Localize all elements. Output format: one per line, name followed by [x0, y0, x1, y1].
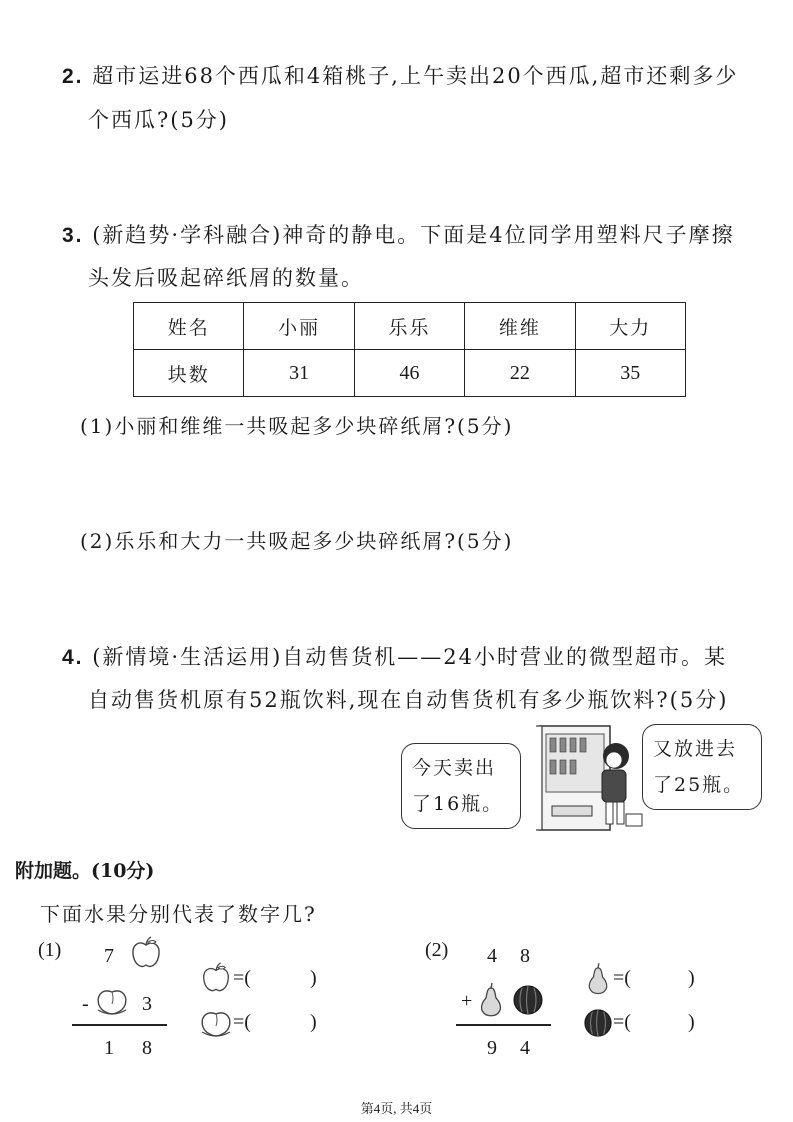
q3-line2: 头发后吸起碎纸屑的数量。 [88, 266, 364, 290]
q3-line1 [62, 219, 735, 249]
bubble-left-line1: 今天卖出 [412, 757, 497, 779]
p2-divider [456, 1024, 551, 1026]
p1-mid-digit: 3 [142, 993, 152, 1015]
q4-line2: 自动售货机原有52瓶饮料,现在自动售货机有多少瓶饮料?(5分) [88, 688, 729, 712]
p1-apple-close: ) [310, 967, 317, 989]
bubble-left-line2: 了16瓶。 [412, 793, 504, 815]
table-cell: 46 [354, 350, 464, 397]
p2-pear-close: ) [688, 967, 695, 989]
page-footer: 第4页, 共4页 [360, 1101, 433, 1116]
p2-result-ones: 4 [520, 1037, 530, 1059]
table-row [134, 350, 686, 397]
p2-pear-eq: =( [613, 967, 631, 989]
watermelon-icon [512, 984, 544, 1016]
bubble-right-line2: 了25瓶。 [653, 774, 745, 796]
q2-line1 [62, 60, 738, 90]
p2-label: (2) [425, 939, 449, 961]
q3-number: 3. [62, 224, 84, 247]
p2-watermelon-close: ) [688, 1011, 695, 1033]
q4-text1: (新情境·生活运用)自动售货机——24小时营业的微型超市。某 [92, 645, 727, 669]
p2-top-tens: 4 [487, 945, 497, 967]
apple-icon [130, 936, 162, 970]
bonus-prompt: 下面水果分别代表了数字几? [40, 902, 317, 926]
static-electricity-table [133, 302, 686, 397]
peach-icon [198, 1006, 234, 1038]
p1-label: (1) [38, 939, 62, 961]
table-cell: 22 [465, 350, 575, 397]
peach-icon [94, 984, 130, 1016]
table-header-cell: 大力 [575, 303, 685, 350]
table-cell: 块数 [134, 350, 244, 397]
p1-apple-eq: =( [233, 967, 251, 989]
p1-peach-close: ) [310, 1011, 317, 1033]
bubble-right-line1: 又放进去 [653, 738, 738, 760]
speech-bubble-left [401, 743, 521, 829]
boy-icon [602, 743, 642, 826]
q4-number: 4. [62, 646, 84, 669]
p1-peach-eq: =( [233, 1011, 251, 1033]
q3-sub1: (1)小丽和维维一共吸起多少块碎纸屑?(5分) [80, 414, 514, 438]
q3-text1: (新趋势·学科融合)神奇的静电。下面是4位同学用塑料尺子摩擦 [92, 223, 735, 247]
apple-icon [200, 962, 232, 994]
p1-result-ones: 8 [142, 1037, 152, 1059]
p1-top-digit: 7 [104, 945, 114, 967]
q4-line1 [62, 641, 727, 671]
p1-divider [72, 1024, 167, 1026]
pear-icon [478, 982, 504, 1018]
speech-bubble-right [642, 724, 762, 810]
q3-sub2: (2)乐乐和大力一共吸起多少块碎纸屑?(5分) [80, 529, 514, 553]
p2-top-ones: 8 [520, 945, 530, 967]
pear-icon [586, 962, 610, 996]
watermelon-icon [583, 1008, 613, 1038]
q2-line2: 个西瓜?(5分) [88, 108, 230, 132]
p1-minus: - [82, 993, 89, 1015]
p2-watermelon-eq: =( [613, 1011, 631, 1033]
p2-result-tens: 9 [487, 1037, 497, 1059]
q2-text1: 超市运进68个西瓜和4箱桃子,上午卖出20个西瓜,超市还剩多少 [92, 64, 739, 88]
q2-number: 2. [62, 65, 84, 88]
p1-result-tens: 1 [104, 1037, 114, 1059]
p2-plus: + [461, 990, 473, 1012]
table-header-cell: 小丽 [244, 303, 354, 350]
table-cell: 35 [575, 350, 685, 397]
table-header-cell: 维维 [465, 303, 575, 350]
vending-machine-icon [536, 722, 648, 836]
table-header-cell: 姓名 [134, 303, 244, 350]
table-header-cell: 乐乐 [354, 303, 464, 350]
table-cell: 31 [244, 350, 354, 397]
table-row [134, 303, 686, 350]
bonus-title: 附加题。(10分) [15, 860, 155, 882]
